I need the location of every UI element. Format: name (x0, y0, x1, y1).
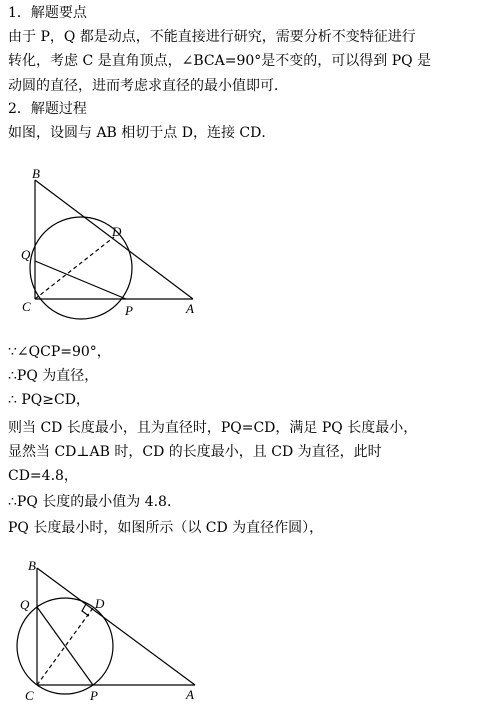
label-P: P (125, 303, 133, 318)
label-B: B (32, 166, 40, 181)
paragraph-line-1: 由于 P，Q 都是动点，不能直接进行研究，需要分析不变特征进行 (8, 29, 416, 45)
heading-process: 2．解题过程 (8, 101, 87, 117)
label-C: C (25, 688, 34, 703)
reason-line-1: ∵∠QCP=90°， (8, 344, 111, 360)
label-A: A (186, 301, 194, 316)
paragraph-line-3: 动圆的直径，进而考虑求直径的最小值即可． (8, 78, 288, 94)
reason-line-2: ∴PQ 为直径， (8, 368, 99, 384)
label-A: A (186, 687, 194, 702)
paragraph-line-4: 如图，设圆与 AB 相切于点 D，连接 CD． (8, 125, 276, 141)
reason-line-8: PQ 长度最小时，如图所示（以 CD 为直径作圆）， (8, 520, 324, 536)
label-P: P (90, 688, 98, 703)
label-B: B (28, 558, 36, 573)
label-Q: Q (20, 597, 30, 612)
heading-key-points: 1．解题要点 (8, 5, 87, 21)
paragraph-line-2: 转化，考虑 C 是直角顶点，∠BCA=90°是不变的，可以得到 PQ 是 (8, 53, 432, 69)
label-C: C (22, 299, 31, 314)
reason-line-6: CD=4.8， (8, 468, 78, 484)
geometry-figure-2 (10, 552, 220, 702)
label-D: D (112, 224, 122, 239)
reason-line-5: 显然当 CD⊥AB 时，CD 的长度最小，且 CD 为直径，此时 (8, 444, 382, 460)
reason-line-3: ∴ PQ≥CD， (8, 392, 90, 408)
reason-line-4: 则当 CD 长度最小，且为直径时，PQ=CD，满足 PQ 长度最小， (8, 420, 418, 436)
label-D: D (95, 596, 105, 611)
geometry-figure-1 (12, 162, 212, 322)
label-Q: Q (21, 247, 31, 262)
reason-line-7: ∴PQ 长度的最小值为 4.8． (8, 494, 181, 510)
